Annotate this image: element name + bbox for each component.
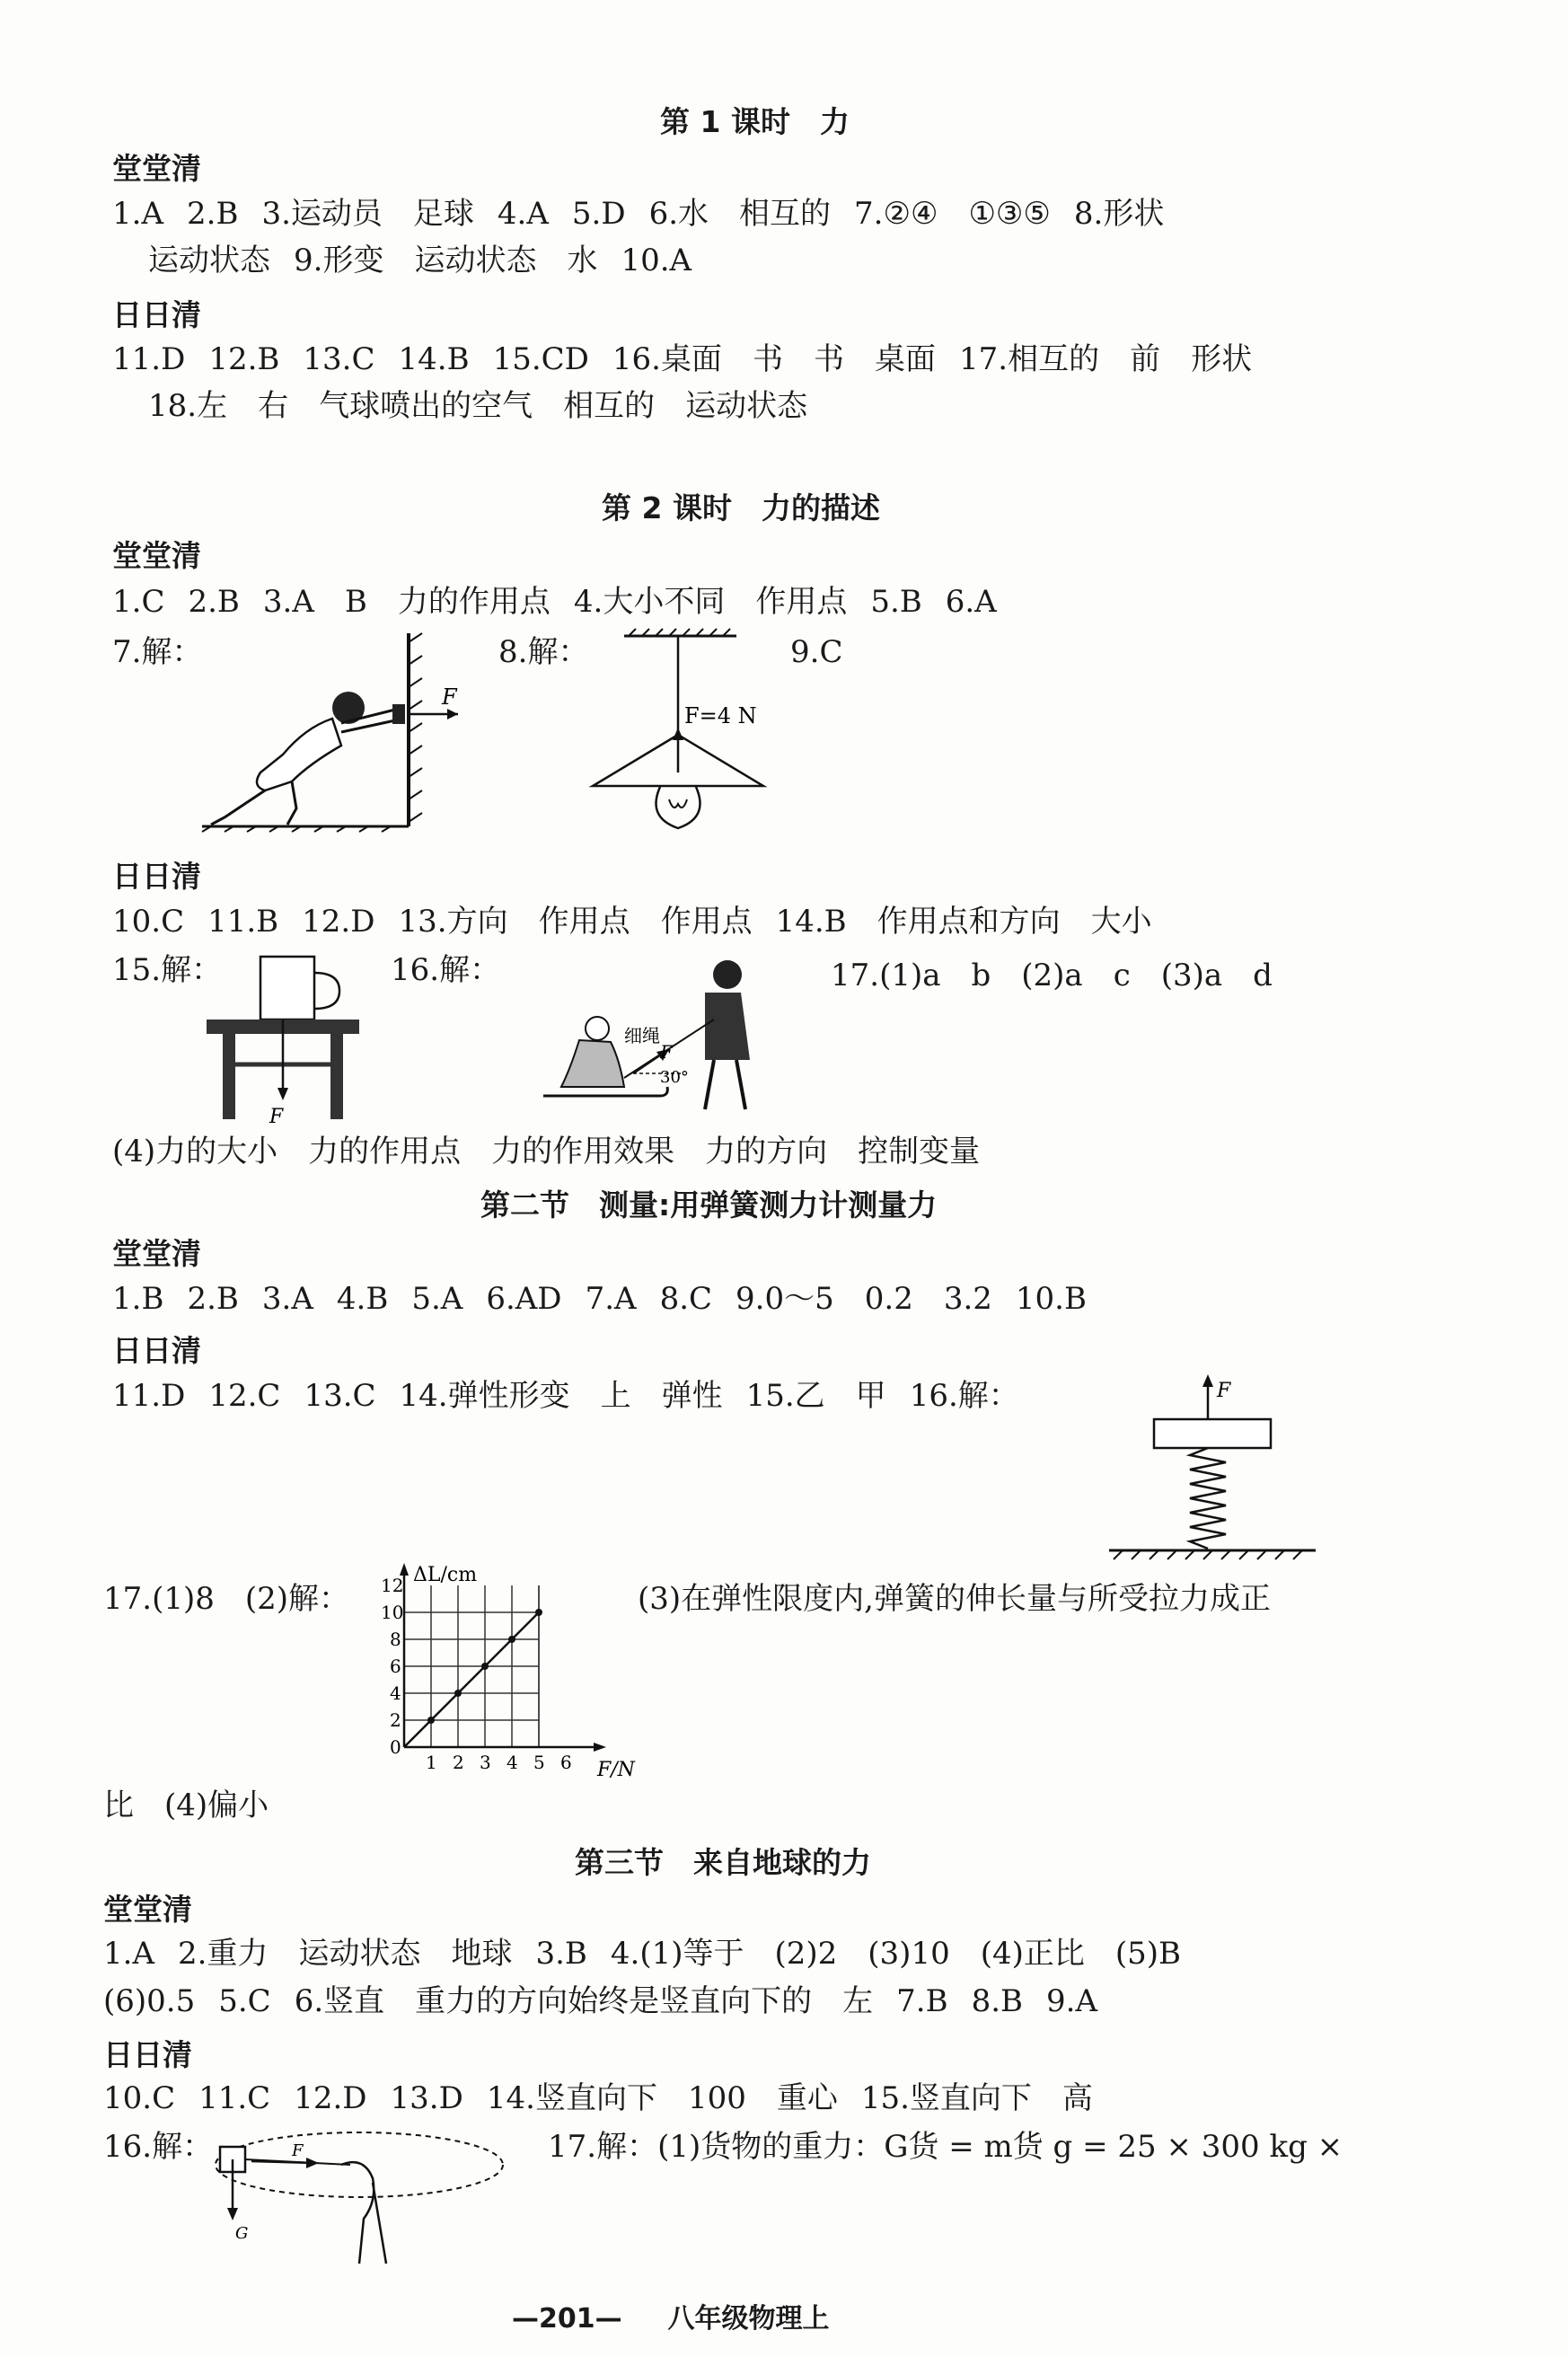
y-tick-label: 12 — [381, 1575, 404, 1596]
q17-part1: 17.(1)8 (2)解： — [103, 1581, 350, 1617]
fig-hanging-lamp — [584, 629, 757, 835]
chart-extension-vs-force — [359, 1564, 635, 1783]
x-tick-label: 1 — [426, 1752, 437, 1773]
q17-answer: 17.(1)a b (2)a c (3)a d — [831, 958, 1273, 993]
q7-label: 7.解： — [112, 634, 203, 670]
answer-line: 1.A 2.B 3.运动员 足球 4.A 5.D 6.水 相互的 7.②④ ①③⑤ 8.形状 — [112, 196, 1165, 232]
answer-line: 1.B 2.B 3.A 4.B 5.A 6.AD 7.A 8.C 9.0～5 0.2 3.2 10.B — [112, 1281, 1087, 1317]
data-point — [481, 1663, 489, 1670]
page-footer — [512, 2296, 830, 2335]
answer-line: 11.D 12.C 13.C 14.弹性形变 上 弹性 15.乙 甲 16.解： — [112, 1378, 1019, 1414]
q15-label: 15.解： — [112, 952, 223, 988]
fig-swinging-object — [207, 2129, 512, 2282]
answer-line: (6)0.5 5.C 6.竖直 重力的方向始终是竖直向下的 左 7.B 8.B 9.A — [103, 1983, 1098, 2019]
answer-line: 10.C 11.B 12.D 13.方向 作用点 作用点 14.B 作用点和方向 大小 — [112, 904, 1152, 940]
data-point — [535, 1609, 542, 1616]
fig-sled-rope — [525, 952, 795, 1118]
heading-tangtangqing-4: 堂堂清 — [103, 1892, 192, 1927]
x-tick-label: 2 — [453, 1752, 464, 1773]
q16-label-4: 16.解： — [103, 2129, 214, 2165]
heading-ririqing-3: 日日清 — [112, 1333, 201, 1368]
x-axis-arrow — [594, 1743, 606, 1752]
data-point — [454, 1690, 462, 1697]
answer-line: 运动状态 9.形变 运动状态 水 10.A — [148, 243, 692, 278]
answer-line: 10.C 11.C 12.D 13.D 14.竖直向下 100 重心 15.竖直向下 高 — [103, 2080, 1093, 2116]
page-number: —201— — [512, 2303, 622, 2335]
series-line — [404, 1612, 539, 1747]
q9-answer: 9.C — [790, 634, 843, 670]
answer-line: (4)力的大小 力的作用点 力的作用效果 力的方向 控制变量 — [112, 1134, 981, 1170]
y-tick-label: 2 — [390, 1709, 401, 1731]
fig16-rope-label: 细绳 — [624, 1025, 660, 1046]
heading-tangtangqing-1: 堂堂清 — [112, 151, 201, 186]
q17-part4: 比 (4)偏小 — [103, 1788, 269, 1823]
y-tick-label: 6 — [390, 1655, 401, 1677]
fig-person-pushing-wall — [198, 629, 485, 844]
y-tick-label: 8 — [390, 1629, 401, 1650]
fig8-force-label: F=4 N — [684, 703, 757, 728]
heading-tangtangqing-3: 堂堂清 — [112, 1236, 201, 1271]
x-axis-label: F/N — [597, 1759, 635, 1781]
book-title: 八年级物理上 — [667, 2303, 830, 2335]
q16-label: 16.解： — [391, 952, 501, 988]
y-tick-label: 0 — [390, 1736, 401, 1758]
y-axis-label: ΔL/cm — [413, 1564, 478, 1586]
fig-swing-gravity-label: G — [235, 2224, 249, 2243]
heading-ririqing-4: 日日清 — [103, 2037, 192, 2072]
data-point — [427, 1717, 435, 1724]
x-tick-label: 5 — [533, 1752, 545, 1773]
x-tick-label: 3 — [480, 1752, 491, 1773]
fig-spring-force-label: F — [1217, 1380, 1231, 1402]
answer-line: 1.A 2.重力 运动状态 地球 3.B 4.(1)等于 (2)2 (3)10 (4)正比 (5)B — [103, 1936, 1182, 1972]
heading-ririqing-2: 日日清 — [112, 859, 201, 894]
fig15-force-label: F — [269, 1106, 284, 1128]
section-title-3: 第二节 测量:用弹簧测力计测量力 — [480, 1187, 938, 1223]
fig7-force-label: F — [442, 684, 457, 710]
fig-swing-force-label: F — [292, 2141, 304, 2160]
x-tick-label: 6 — [560, 1752, 572, 1773]
answer-line: 18.左 右 气球喷出的空气 相互的 运动状态 — [148, 388, 808, 424]
y-axis-arrow — [400, 1563, 409, 1576]
q17-label-4: 17.解：(1)货物的重力：G货 = m货 g = 25 × 300 kg × — [548, 2129, 1343, 2165]
heading-tangtangqing-2: 堂堂清 — [112, 538, 201, 573]
fig-spring-block — [1105, 1374, 1320, 1581]
data-point — [508, 1636, 515, 1643]
fig16-angle-label: 30° — [660, 1068, 689, 1087]
fig-cup-on-table — [198, 948, 368, 1127]
y-tick-label: 10 — [381, 1602, 404, 1623]
heading-ririqing-1: 日日清 — [112, 297, 201, 332]
x-tick-label: 4 — [507, 1752, 518, 1773]
section-title-4: 第三节 来自地球的力 — [575, 1845, 871, 1880]
q17-part3: (3)在弹性限度内,弹簧的伸长量与所受拉力成正 — [638, 1581, 1271, 1617]
q8-label: 8.解： — [498, 634, 589, 670]
section-title-2: 第 2 课时 力的描述 — [602, 490, 880, 525]
y-tick-label: 4 — [390, 1682, 401, 1704]
section-title-1: 第 1 课时 力 — [660, 104, 850, 139]
answer-line: 1.C 2.B 3.A B 力的作用点 4.大小不同 作用点 5.B 6.A — [112, 584, 997, 620]
answer-line: 11.D 12.B 13.C 14.B 15.CD 16.桌面 书 书 桌面 17.相互的 前 形状 — [112, 341, 1253, 377]
fig16-force-label: F — [660, 1041, 673, 1063]
